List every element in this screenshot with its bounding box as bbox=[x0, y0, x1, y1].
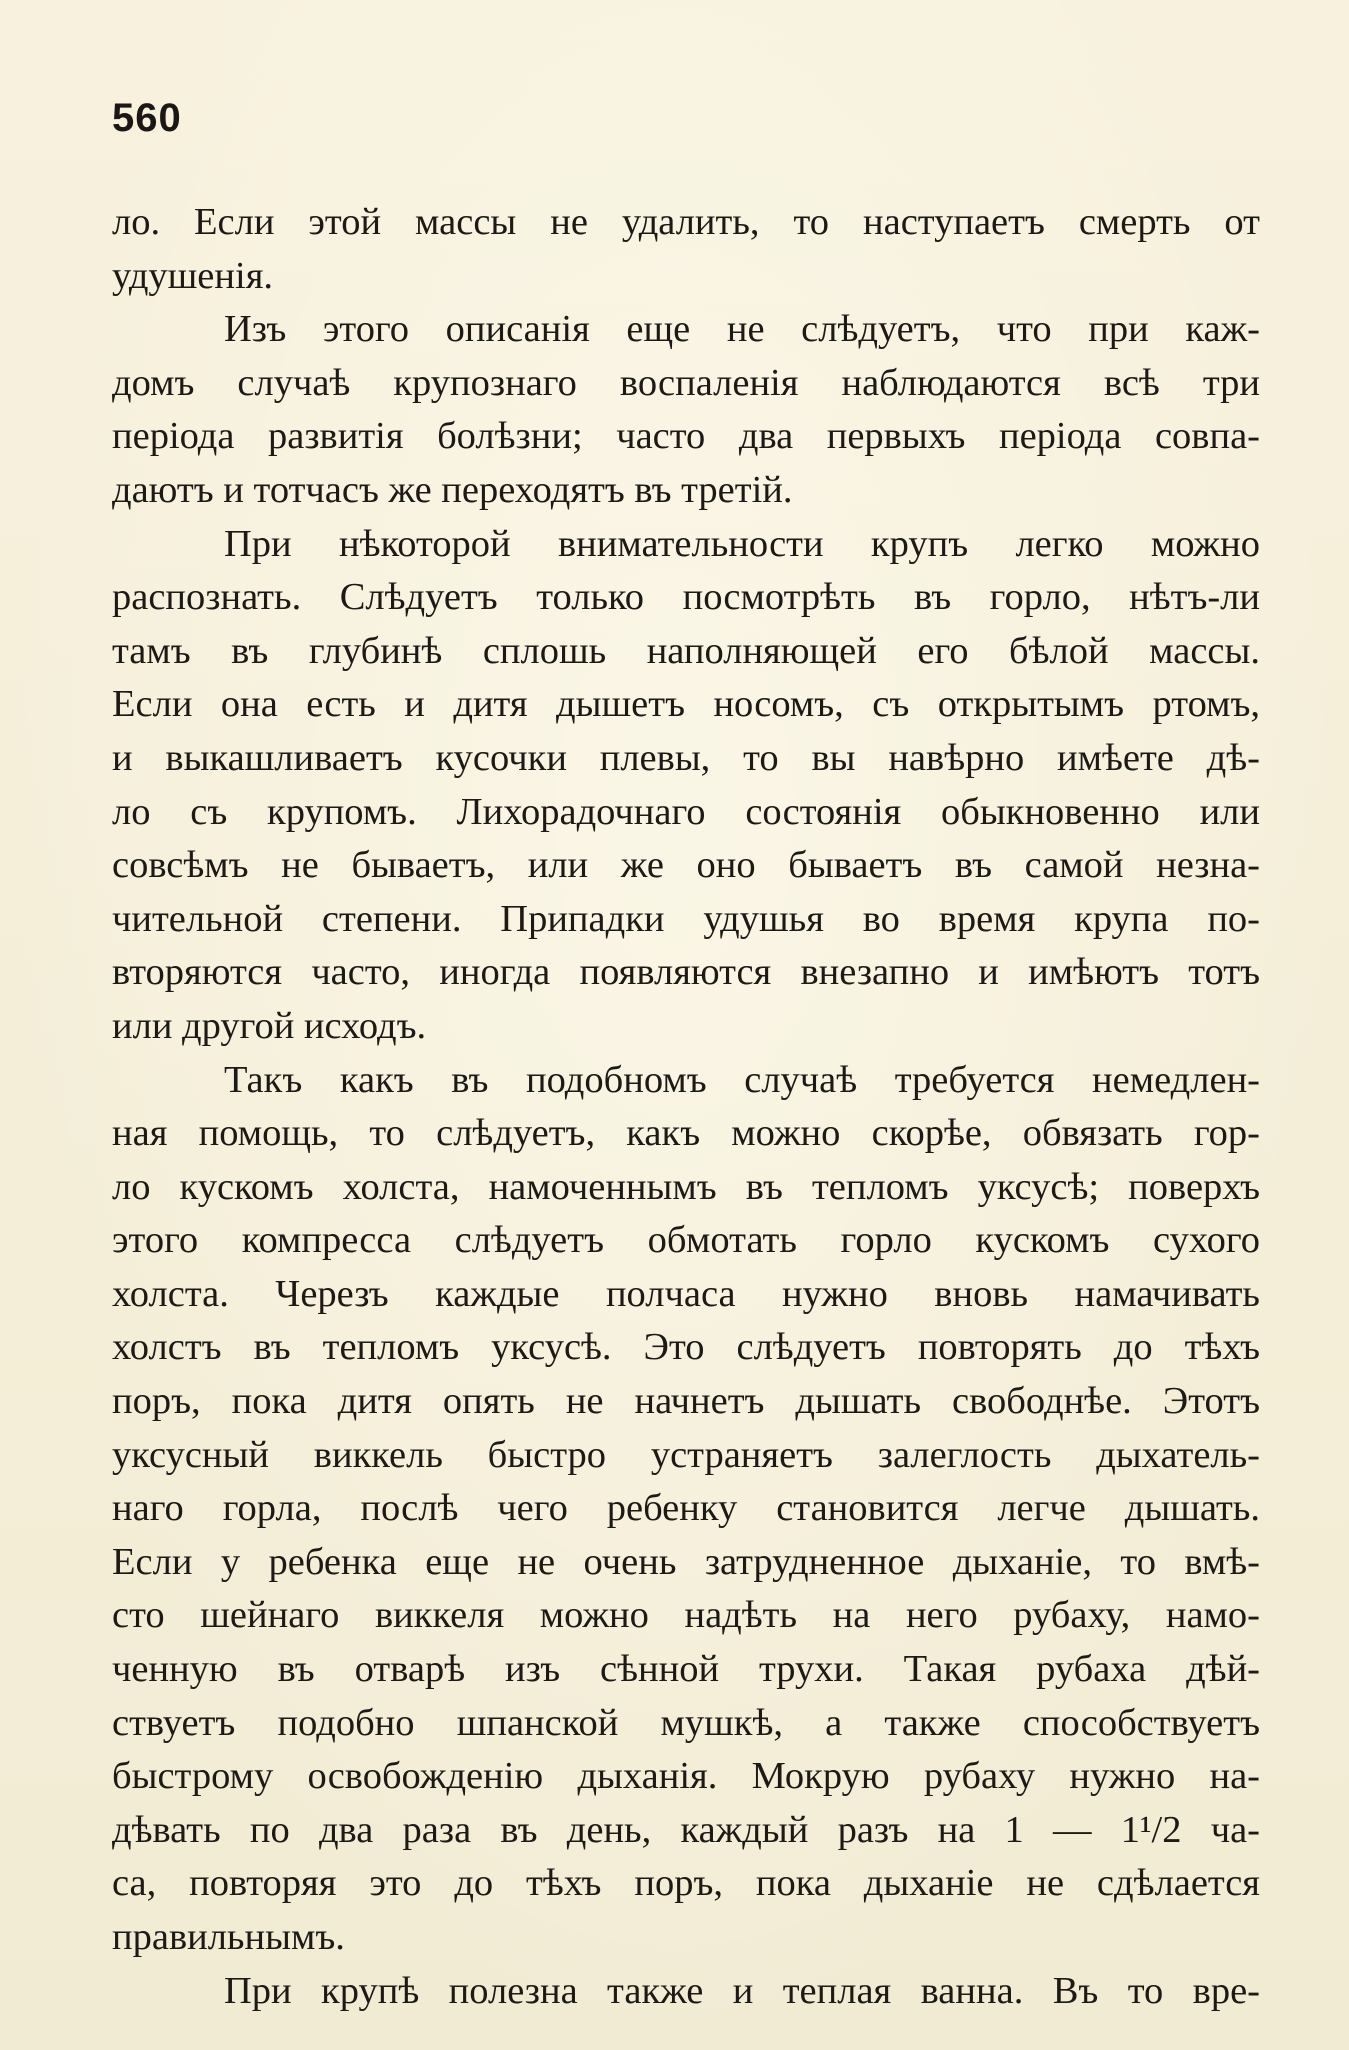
text-line: быстрому освобожденію дыханія. Мокрую рубаху нужно на- bbox=[112, 1755, 1260, 1798]
text-line: ствуетъ подобно шпанской мушкѣ, а также способствуетъ bbox=[112, 1701, 1260, 1744]
text-line: холста. Черезъ каждые полчаса нужно вновь намачивать bbox=[112, 1272, 1260, 1315]
text-line: Если она есть и дитя дышетъ носомъ, съ открытымъ ртомъ, bbox=[112, 683, 1260, 726]
text-line: совсѣмъ не бываетъ, или же оно бываетъ въ самой незна- bbox=[112, 844, 1260, 887]
text-line: поръ, пока дитя опять не начнетъ дышать свободнѣе. Этотъ bbox=[112, 1380, 1260, 1423]
body-text bbox=[112, 196, 1260, 2018]
text-line: и выкашливаетъ кусочки плевы, то вы навѣрно имѣете дѣ- bbox=[112, 736, 1260, 779]
text-line: Изъ этого описанія еще не слѣдуетъ, что при каж- bbox=[224, 308, 1260, 351]
text-line: холстъ въ тепломъ уксусѣ. Это слѣдуетъ повторять до тѣхъ bbox=[112, 1326, 1260, 1369]
text-line: наго горла, послѣ чего ребенку становится легче дышать. bbox=[112, 1487, 1260, 1530]
text-line: уксусный виккель быстро устраняетъ залеглость дыхатель- bbox=[112, 1433, 1260, 1476]
text-line: ло съ крупомъ. Лихорадочнаго состоянія обыкновенно или bbox=[112, 790, 1260, 833]
text-line: сто шейнаго виккеля можно надѣть на него рубаху, намо- bbox=[112, 1594, 1260, 1637]
text-line: даютъ и тотчасъ же переходятъ въ третій. bbox=[112, 468, 793, 511]
text-line: вторяются часто, иногда появляются внезапно и имѣютъ тотъ bbox=[112, 951, 1260, 994]
text-line: ная помощь, то слѣдуетъ, какъ можно скорѣе, обвязать гор- bbox=[112, 1112, 1260, 1155]
text-line: Такъ какъ въ подобномъ случаѣ требуется немедлен- bbox=[224, 1058, 1260, 1101]
text-line: удушенія. bbox=[112, 254, 274, 297]
text-line: этого компресса слѣдуетъ обмотать горло кускомъ сухого bbox=[112, 1219, 1260, 1262]
text-line: ченную въ отварѣ изъ сѣнной трухи. Такая рубаха дѣй- bbox=[112, 1648, 1260, 1691]
text-line: распознать. Слѣдуетъ только посмотрѣть въ горло, нѣтъ-ли bbox=[112, 576, 1260, 619]
page-number: 560 bbox=[112, 96, 182, 140]
text-line: При крупѣ полезна также и теплая ванна. Въ то вре- bbox=[224, 1969, 1260, 2012]
text-line: При нѣкоторой внимательности крупъ легко можно bbox=[224, 522, 1260, 565]
text-line: ло. Если этой массы не удалить, то наступаетъ смерть от bbox=[112, 201, 1260, 243]
text-line: чительной степени. Припадки удушья во время крупа по- bbox=[112, 897, 1260, 940]
text-line: домъ случаѣ крупознаго воспаленія наблюдаются всѣ три bbox=[112, 361, 1260, 404]
text-line: ло кускомъ холста, намоченнымъ въ тепломъ уксусѣ; поверхъ bbox=[112, 1165, 1260, 1208]
text-line: періода развитія болѣзни; часто два первыхъ періода совпа- bbox=[112, 415, 1260, 458]
text-line: или другой исходъ. bbox=[112, 1004, 427, 1047]
text-line: дѣвать по два раза въ день, каждый разъ на 1 — 1¹/2 ча- bbox=[112, 1808, 1260, 1851]
text-line: тамъ въ глубинѣ сплошь наполняющей его бѣлой массы. bbox=[112, 629, 1260, 672]
text-line: Если у ребенка еще не очень затрудненное дыханіе, то вмѣ- bbox=[112, 1540, 1260, 1583]
text-line: правильнымъ. bbox=[112, 1916, 345, 1958]
text-line: са, повторяя это до тѣхъ поръ, пока дыханіе не сдѣлается bbox=[112, 1862, 1260, 1905]
